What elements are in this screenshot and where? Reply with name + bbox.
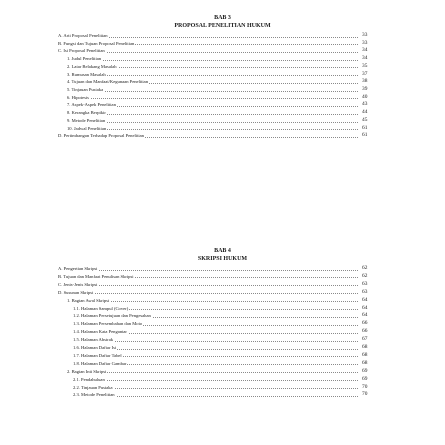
- toc-entry-label: 1.4. Halaman Kata Pengantar: [73, 329, 127, 335]
- toc-page-number: 69: [362, 367, 368, 374]
- toc-entry-label: 5. Tinjauan Pustaka: [67, 87, 104, 93]
- toc-entry-label: 1.1. Halaman Sampul (Cover): [73, 305, 129, 311]
- toc-leader-dots: [62, 52, 358, 53]
- toc-page-number: 68: [362, 351, 368, 358]
- toc-entry[interactable]: [0, 125, 445, 132]
- toc-entry[interactable]: [0, 273, 445, 280]
- toc-leader-dots: [71, 91, 358, 92]
- toc-entry[interactable]: [0, 289, 445, 296]
- toc-entry-label: 1.6. Halaman Daftar Isi: [73, 345, 117, 350]
- toc-entry[interactable]: [0, 86, 445, 93]
- toc-page-number: 38: [362, 78, 368, 85]
- toc-entry[interactable]: [0, 101, 445, 108]
- chapter-title: PROPOSAL PENELITIAN HUKUM: [174, 23, 271, 29]
- toc-entry[interactable]: [0, 40, 445, 47]
- toc-leader-dots: [62, 293, 358, 294]
- toc-page-number: 35: [362, 62, 368, 69]
- toc-entry[interactable]: [0, 32, 445, 39]
- toc-page-number: 63: [362, 288, 368, 295]
- toc-entry[interactable]: [0, 63, 445, 70]
- toc-entry-label: 2.2. Tinjauan Pustaka: [73, 384, 113, 390]
- toc-entry-label: 1.8. Halaman Daftar Gambar: [73, 360, 127, 366]
- chapter-title: SKRIPSI HUKUM: [197, 256, 248, 262]
- toc-page-number: 39: [362, 86, 368, 93]
- toc-entry-label: B. Tujuan dan Manfaat Penulisan Skripsi: [58, 273, 134, 279]
- toc-entry[interactable]: [0, 336, 445, 343]
- toc-entry[interactable]: [0, 376, 445, 383]
- toc-entry[interactable]: [0, 305, 445, 312]
- toc-page-number: 64: [362, 296, 368, 303]
- toc-page-number: 66: [362, 320, 368, 327]
- toc-entry[interactable]: [0, 109, 445, 116]
- toc-leader-dots: [71, 122, 358, 123]
- toc-entry-label: 1.3. Halaman Persembahan dan Moto: [73, 321, 143, 327]
- toc-page-number: 61: [362, 132, 368, 139]
- toc-entry-label: 3. Rumusan Masalah: [67, 71, 106, 77]
- toc-entry-label: D. Pertimbangan Terhadap Proposal Penelitian: [58, 133, 144, 139]
- toc-entry-label: 1. Bagian Awal Skripsi: [67, 297, 110, 303]
- toc-page-number: 33: [362, 32, 368, 38]
- toc-leader-dots: [77, 388, 358, 389]
- toc-page-number: 44: [362, 109, 368, 116]
- toc-page-number: 63: [362, 280, 368, 287]
- toc-entry[interactable]: [0, 281, 445, 288]
- toc-entry[interactable]: [0, 312, 445, 319]
- toc-entry-label: 7. Aspek-Aspek Penelitian: [67, 102, 116, 108]
- toc-entry[interactable]: [0, 94, 445, 101]
- toc-entry-label: 6. Hipotesis: [67, 94, 89, 100]
- toc-entry-label: 10. Jadwal Penelitian: [67, 125, 107, 131]
- toc-entry-label: 1. Judul Penelitian: [67, 56, 102, 62]
- toc-page-number: 70: [362, 391, 368, 398]
- toc-entry[interactable]: [0, 117, 445, 124]
- toc-page-number: 68: [362, 359, 368, 366]
- toc-leader-dots: [77, 396, 358, 397]
- toc-entry[interactable]: [0, 384, 445, 391]
- toc-entry-label: 2. Latar Belakang Masalah: [67, 63, 117, 69]
- toc-page-number: 69: [362, 375, 368, 382]
- toc-leader-dots: [71, 372, 358, 373]
- toc-entry[interactable]: [0, 391, 445, 398]
- toc-entry-label: 9. Metode Penelitian: [67, 117, 106, 123]
- toc-entry-label: A. Arti Proposal Penelitian: [58, 33, 108, 38]
- toc-page-number: 34: [362, 55, 368, 62]
- toc-page-number: 64: [362, 304, 368, 311]
- toc-leader-dots: [62, 285, 358, 286]
- toc-page-number: 37: [362, 70, 368, 77]
- toc-entry-label: D. Susunan Skripsi: [58, 289, 94, 295]
- toc-page-number: 68: [362, 344, 368, 350]
- toc-leader-dots: [77, 341, 358, 342]
- toc-entry-label: 2.1. Pendahuluan: [73, 376, 105, 382]
- toc-leader-dots: [71, 129, 358, 130]
- toc-page-number: 67: [362, 336, 368, 343]
- toc-page-number: 62: [362, 272, 368, 279]
- toc-entry[interactable]: [0, 297, 445, 304]
- toc-entry-label: 2.3. Metode Penelitian: [73, 392, 115, 398]
- toc-entry-label: A. Pengertian Skripsi: [58, 266, 98, 271]
- toc-entry-label: B. Fungsi dan Tujuan Proposal Penelitian: [58, 40, 135, 46]
- toc-page-number: 43: [362, 101, 368, 108]
- toc-entry[interactable]: [0, 368, 445, 375]
- toc-entry-label: 1.5. Halaman Abstrak: [73, 337, 114, 343]
- toc-entry[interactable]: [0, 78, 445, 85]
- toc-leader-dots: [71, 75, 358, 76]
- toc-entry-label: 8. Kerangka Berpikir: [67, 110, 106, 116]
- toc-leader-dots: [77, 380, 358, 381]
- toc-entry[interactable]: [0, 265, 445, 272]
- toc-leader-dots: [71, 114, 358, 115]
- toc-page-number: 61: [362, 124, 368, 131]
- toc-leader-dots: [71, 301, 358, 302]
- toc-entry[interactable]: [0, 55, 445, 62]
- toc-entry-label: 1.7. Halaman Daftar Tabel: [73, 352, 122, 358]
- toc-entry[interactable]: [0, 344, 445, 351]
- toc-leader-dots: [71, 98, 358, 99]
- toc-entry-label: C. Isi Proposal Penelitian: [58, 48, 105, 54]
- toc-entry[interactable]: [0, 352, 445, 359]
- toc-entry-label: C. Jenis-Jenis Skripsi: [58, 281, 98, 287]
- toc-page-number: 40: [362, 93, 368, 100]
- toc-entry[interactable]: [0, 360, 445, 367]
- toc-page-number: 45: [362, 116, 368, 123]
- toc-entry-label: 1.2. Halaman Persetujuan dan Pengesahan: [73, 313, 151, 319]
- toc-page-number: 70: [362, 383, 368, 390]
- toc-leader-dots: [77, 349, 358, 350]
- chapter-number: BAB 3: [214, 15, 231, 21]
- toc-page-number: 64: [362, 312, 368, 319]
- toc-entry[interactable]: [0, 320, 445, 327]
- toc-entry[interactable]: [0, 132, 445, 139]
- chapter-number: BAB 4: [214, 248, 231, 254]
- toc-entry[interactable]: [0, 47, 445, 54]
- toc-entry[interactable]: [0, 328, 445, 335]
- toc-leader-dots: [62, 270, 358, 271]
- toc-page-number: 33: [362, 39, 368, 46]
- toc-page-number: 62: [362, 265, 368, 271]
- toc-page-number: 34: [362, 47, 368, 54]
- toc-entry-label: 2. Bagian Inti Skripsi: [67, 368, 107, 374]
- toc-entry-label: 4. Tujuan dan Manfaat/Kegunaan Penelitian: [67, 79, 149, 85]
- toc-entry[interactable]: [0, 71, 445, 78]
- toc-leader-dots: [71, 60, 358, 61]
- toc-page-number: 66: [362, 328, 368, 335]
